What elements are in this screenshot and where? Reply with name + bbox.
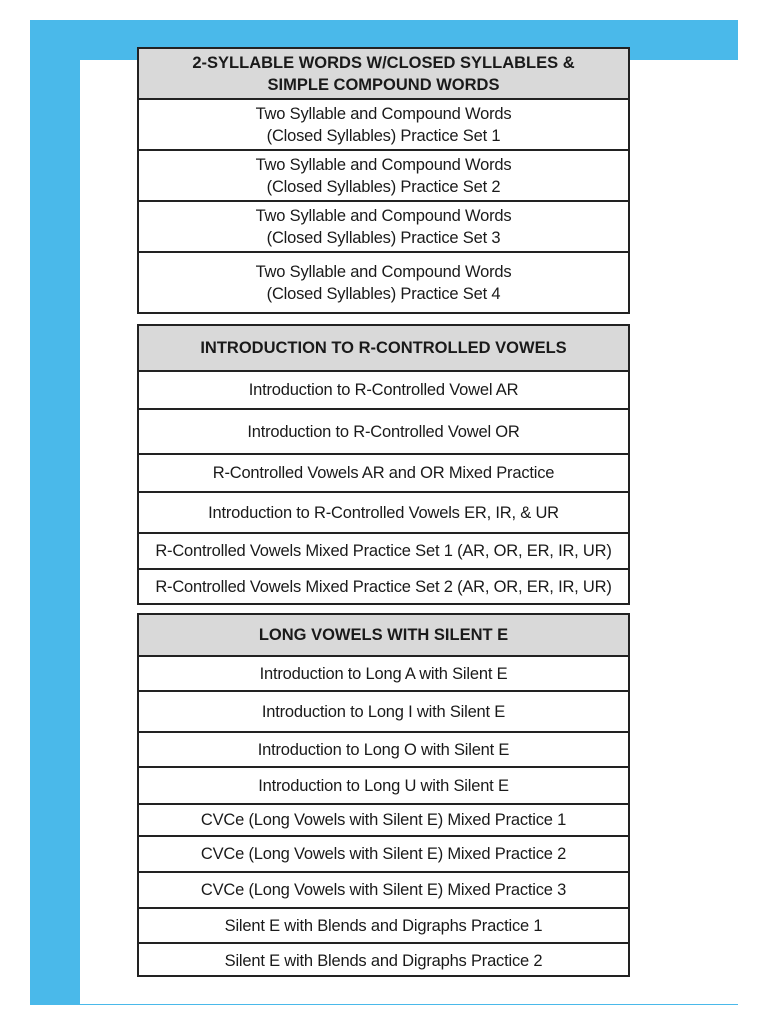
item-line-1: Two Syllable and Compound Words (255, 206, 512, 225)
list-item (139, 202, 628, 253)
section-header (139, 49, 628, 100)
list-item: Introduction to R-Controlled Vowel AR (139, 372, 628, 410)
item-line-2: (Closed Syllables) Practice Set 2 (266, 177, 501, 196)
list-item: R-Controlled Vowels AR and OR Mixed Practice (139, 455, 628, 493)
list-item: Introduction to R-Controlled Vowel OR (139, 410, 628, 455)
list-item: R-Controlled Vowels Mixed Practice Set 2 (AR, OR, ER, IR, UR) (155, 577, 612, 596)
item-line-2: (Closed Syllables) Practice Set 1 (266, 126, 501, 145)
item-line-1: Two Syllable and Compound Words (255, 262, 512, 281)
list-item: Introduction to Long I with Silent E (139, 692, 628, 733)
item-line-1: Two Syllable and Compound Words (255, 104, 512, 123)
table-two-syllable-words (137, 47, 630, 314)
list-item: Silent E with Blends and Digraphs Practice 2 (224, 951, 543, 970)
table-r-controlled-vowels (137, 324, 630, 605)
list-item: CVCe (Long Vowels with Silent E) Mixed Practice 2 (139, 837, 628, 873)
list-item (139, 100, 628, 151)
list-item: Silent E with Blends and Digraphs Practice 1 (139, 909, 628, 944)
table-long-vowels-silent-e (137, 613, 630, 977)
section-header-line-1: 2-SYLLABLE WORDS W/CLOSED SYLLABLES & (192, 53, 575, 72)
list-item: CVCe (Long Vowels with Silent E) Mixed Practice 3 (139, 873, 628, 909)
list-item: Introduction to Long U with Silent E (139, 768, 628, 805)
item-line-2: (Closed Syllables) Practice Set 4 (266, 284, 501, 303)
list-item (139, 253, 628, 312)
list-item: CVCe (Long Vowels with Silent E) Mixed Practice 1 (139, 805, 628, 837)
item-line-2: (Closed Syllables) Practice Set 3 (266, 228, 501, 247)
list-item (139, 151, 628, 202)
list-item: Introduction to Long O with Silent E (139, 733, 628, 768)
section-header: LONG VOWELS WITH SILENT E (139, 615, 628, 657)
list-item: Introduction to Long A with Silent E (139, 657, 628, 692)
section-header-line-2: SIMPLE COMPOUND WORDS (267, 75, 500, 94)
item-line-1: Two Syllable and Compound Words (255, 155, 512, 174)
section-header: INTRODUCTION TO R-CONTROLLED VOWELS (139, 326, 628, 372)
list-item: Introduction to R-Controlled Vowels ER, IR, & UR (139, 493, 628, 534)
list-item: R-Controlled Vowels Mixed Practice Set 1 (AR, OR, ER, IR, UR) (139, 534, 628, 570)
